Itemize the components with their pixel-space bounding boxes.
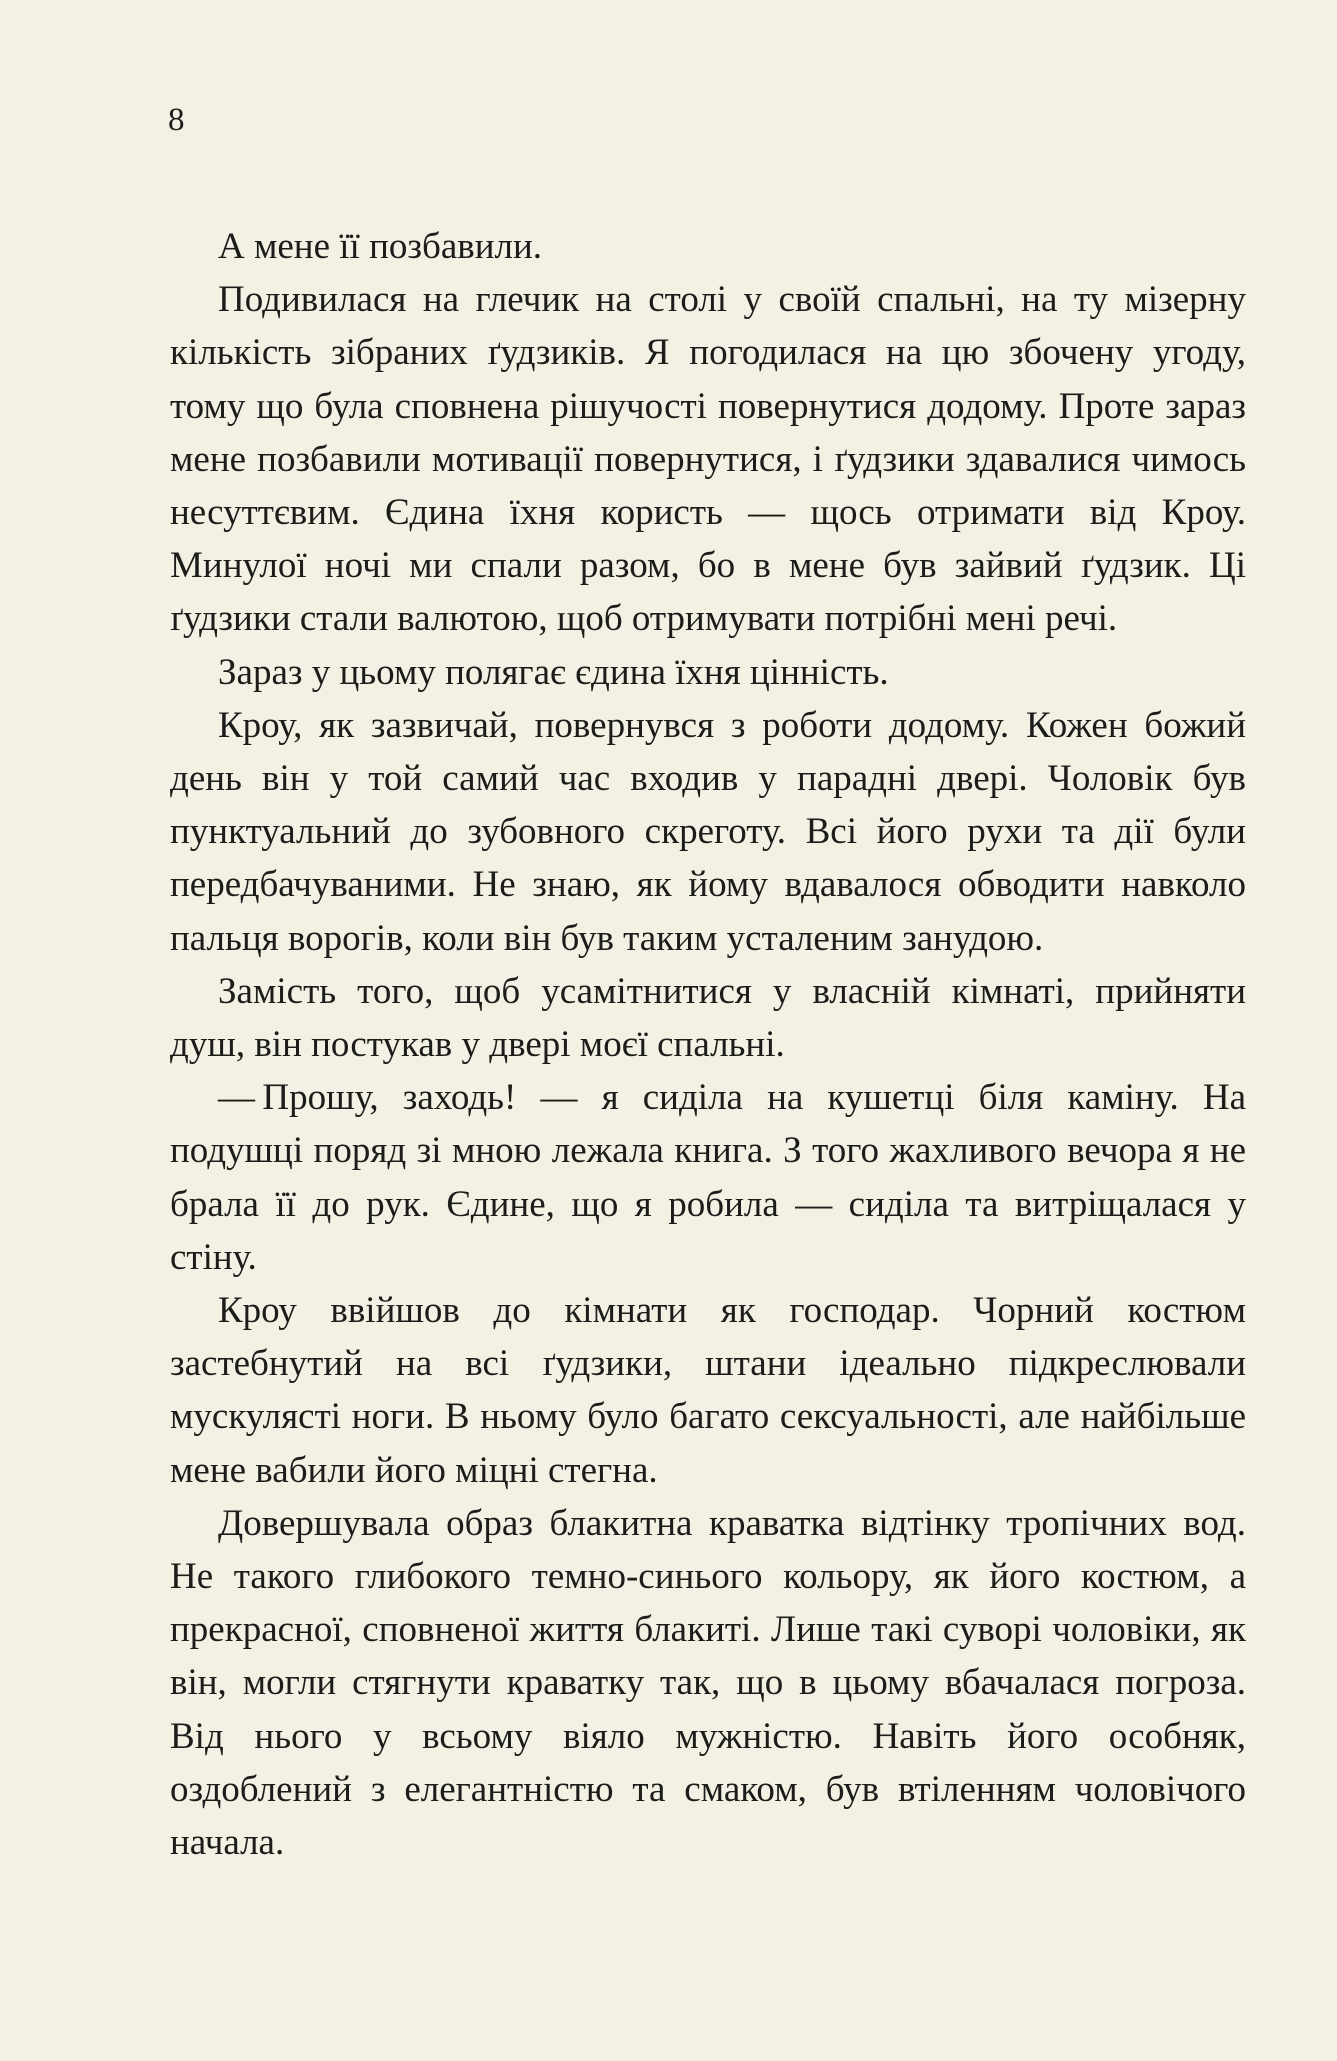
text-body: [170, 220, 1246, 1869]
page-number: 8: [168, 102, 185, 138]
paragraph: Кроу, як зазвичай, повернувся з роботи додому. Кожен божий день він у той самий час входив у парадні двері. Чоловік був пунктуальний до зубовного скреготу. Всі його рухи та дії були передбачуваними. Не знаю, як йому вдавалося обводити навколо пальця ворогів, коли він був таким усталеним занудою.: [170, 704, 1246, 959]
paragraph: Зараз у цьому полягає єдина їхня цінність.: [218, 651, 889, 693]
paragraph: Довершувала образ блакитна краватка відтінку тропічних вод. Не такого глибокого темно-синього кольору, як його костюм, а прекрасної, сповненої життя блакиті. Лише такі суворі чоловіки, як він, могли стягнути краватку так, що в цьому вбачалася погроза. Від нього у всьому віяло мужністю. Навіть його особняк, оздоблений з елегантністю та смаком, був втіленням чоловічого начала.: [170, 1502, 1246, 1864]
paragraph: Кроу ввійшов до кімнати як господар. Чорний костюм застебнутий на всі ґудзики, штани ідеально підкреслювали мускулясті ноги. В ньому було багато сексуальності, але найбільше мене вабили його міцні стегна.: [170, 1290, 1246, 1491]
paragraph: Замість того, щоб усамітнитися у власній кімнаті, прийняти душ, він постукав у двері моєї спальні.: [170, 970, 1246, 1066]
paragraph: — Прошу, заходь! — я сиділа на кушетці біля каміну. На подушці поряд зі мною лежала книга. З того жахливого вечора я не брала її до рук. Єдине, що я робила — сиділа та витріщалася у стіну.: [170, 1077, 1246, 1278]
paragraph: А мене її позбавили.: [218, 226, 543, 267]
paragraph: Подивилася на глечик на столі у своїй спальні, на ту мізерну кількість зібраних ґудзиків. Я погодилася на цю збочену угоду, тому що була сповнена рішучості повернутися додому. Проте зараз мене позбавили мотивації повернутися, і ґудзики здавалися чимось несуттєвим. Єдина їхня користь — щось отримати від Кроу. Минулої ночі ми спали разом, бо в мене був зайвий ґудзик. Ці ґудзики стали валютою, щоб отримувати потрібні мені речі.: [170, 279, 1246, 640]
